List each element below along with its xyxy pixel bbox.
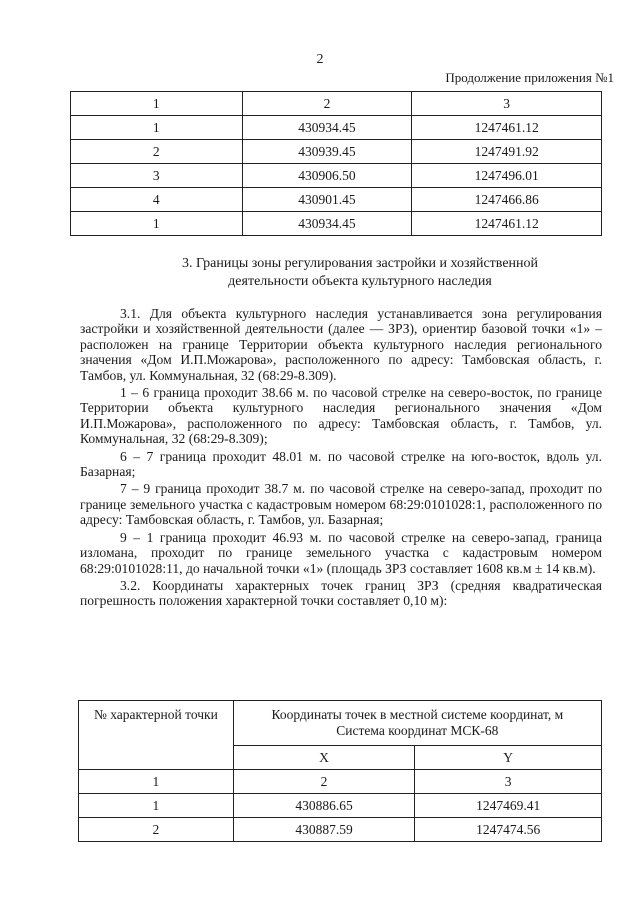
table-cell: 2 — [71, 140, 243, 164]
table-cell: 2 — [79, 818, 234, 842]
table-cell: 1247491.92 — [412, 140, 602, 164]
table-row — [79, 794, 602, 818]
table-cell: 430934.45 — [242, 212, 412, 236]
table-header-row — [71, 92, 602, 116]
table-cell: 3 — [71, 164, 243, 188]
table-cell: 1247496.01 — [412, 164, 602, 188]
table-cell: 1247466.86 — [412, 188, 602, 212]
point-number-header: № характерной точки — [79, 701, 234, 770]
appendix-note: Продолжение приложения №1 — [445, 70, 614, 85]
table-cell: 430901.45 — [242, 188, 412, 212]
section-heading — [120, 255, 600, 291]
table-cell: 1 — [79, 770, 234, 794]
table-row — [79, 818, 602, 842]
coordinates-table-2 — [78, 700, 602, 842]
coordinates-header-line-2: Система координат МСК-68 — [336, 723, 499, 738]
table-row — [71, 188, 602, 212]
table-cell: 430906.50 — [242, 164, 412, 188]
table-cell: 3 — [412, 92, 602, 116]
table-cell: 430939.45 — [242, 140, 412, 164]
table-cell: 1 — [71, 92, 243, 116]
table-cell: 1247461.12 — [412, 116, 602, 140]
paragraph-border-9-1: 9 – 1 граница проходит 46.93 м. по часовой стрелке на северо-запад, граница изломана, проходит по границе земельного участка с кадастровым номером 68:29:0101028:11, до начальной точки «1» (площадь ЗРЗ составляет 1608 кв.м ± 14 кв.м). — [80, 529, 602, 576]
table-header-row — [79, 701, 602, 746]
table-index-row — [79, 770, 602, 794]
table-cell: 1 — [71, 116, 243, 140]
table-row — [71, 140, 602, 164]
table-cell: 1247469.41 — [415, 794, 602, 818]
page-number: 2 — [316, 52, 324, 67]
y-header: Y — [415, 746, 602, 770]
table-row — [71, 212, 602, 236]
paragraph-3-2: 3.2. Координаты характерных точек границ ЗРЗ (средняя квадратическая погрешность положения характерной точки составляет 0,10 м): — [80, 577, 602, 609]
paragraph-border-1-6: 1 – 6 граница проходит 38.66 м. по часовой стрелке на северо-восток, по границе Территории объекта культурного наследия регионального значения «Дом И.П.Можарова», расположенного по адресу: Тамбовская область, г. Тамбов, ул. Коммунальная, 32 (68:29-8.309); — [80, 385, 602, 447]
section-heading-line-1: 3. Границы зоны регулирования застройки и хозяйственной — [181, 256, 539, 271]
table-cell: 1 — [71, 212, 243, 236]
table-cell: 3 — [415, 770, 602, 794]
table-cell: 430886.65 — [233, 794, 415, 818]
table-cell: 2 — [233, 770, 415, 794]
table-cell: 4 — [71, 188, 243, 212]
table-row — [71, 116, 602, 140]
table-cell: 430934.45 — [242, 116, 412, 140]
x-header: X — [233, 746, 415, 770]
table-cell: 1247474.56 — [415, 818, 602, 842]
paragraph-border-6-7: 6 – 7 граница проходит 48.01 м. по часовой стрелке на юго-восток, вдоль ул. Базарная; — [80, 448, 602, 480]
table-cell: 1247461.12 — [412, 212, 602, 236]
table-cell: 1 — [79, 794, 234, 818]
section-heading-line-2: деятельности объекта культурного наследия — [228, 274, 492, 289]
paragraph-3-1: 3.1. Для объекта культурного наследия устанавливается зона регулирования застройки и хозяйственной деятельности (далее — ЗРЗ), ориентир базовой точки «1» – расположен на границе Территории объекта культурного наследия регионального значения «Дом И.П.Можарова», расположенного по адресу: Тамбовская область, г. Тамбов, ул. Коммунальная, 32 (68:29-8.309). — [80, 306, 602, 383]
coordinates-header-line-1: Координаты точек в местной системе координат, м — [271, 707, 564, 722]
coordinates-table-1 — [70, 91, 602, 236]
table-cell: 2 — [242, 92, 412, 116]
coordinates-header — [233, 701, 601, 746]
table-row — [71, 164, 602, 188]
table-cell: 430887.59 — [233, 818, 415, 842]
body-text — [80, 306, 602, 611]
paragraph-border-7-9: 7 – 9 граница проходит 38.7 м. по часовой стрелке на северо-запад, проходит по границе земельного участка с кадастровым номером 68:29:0101028:1, расположенного по адресу: Тамбовская область, г. Тамбов, ул. Базарная; — [80, 481, 602, 528]
